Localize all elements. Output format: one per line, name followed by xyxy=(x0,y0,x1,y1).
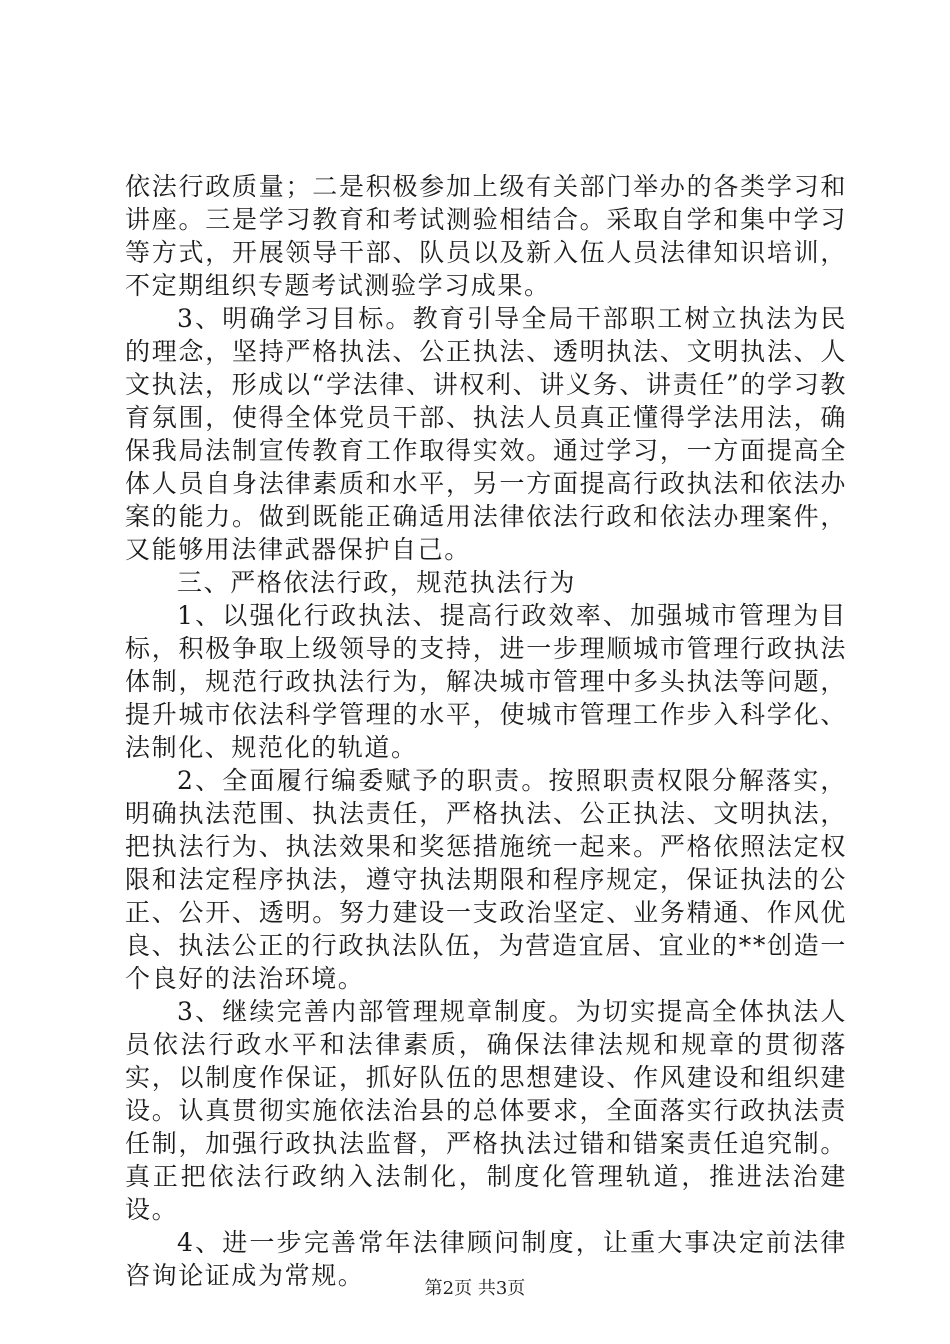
paragraph-6: 3、继续完善内部管理规章制度。为切实提高全体执法人员依法行政水平和法律素质，确保法律法规和规章的贯彻落实，以制度作保证，抓好队伍的思想建设、作风建设和组织建设。认真贯彻实施依法治县的总体要求，全面落实行政执法责任制，加强行政执法监督，严格执法过错和错案责任追究制。真正把依法行政纳入法制化，制度化管理轨道，推进法治建设。 xyxy=(125,997,847,1224)
paragraph-2: 3、明确学习目标。教育引导全局干部职工树立执法为民的理念，坚持严格执法、公正执法、透明执法、文明执法、人文执法，形成以“学法律、讲权利、讲义务、讲责任”的学习教育氛围，使得全体党员干部、执法人员真正懂得学法用法，确保我局法制宣传教育工作取得实效。通过学习，一方面提高全体人员自身法律素质和水平，另一方面提高行政执法和依法办案的能力。做到既能正确适用法律依法行政和依法办理案件，又能够用法律武器保护自己。 xyxy=(125,304,847,564)
paragraph-4: 1、以强化行政执法、提高行政效率、加强城市管理为目标，积极争取上级领导的支持，进一步理顺城市管理行政执法体制，规范行政执法行为，解决城市管理中多头执法等问题，提升城市依法科学管理的水平，使城市管理工作步入科学化、法制化、规范化的轨道。 xyxy=(125,601,847,762)
section-heading-3: 三、严格依法行政，规范执法行为 xyxy=(177,568,577,597)
paragraph-5: 2、全面履行编委赋予的职责。按照职责权限分解落实，明确执法范围、执法责任，严格执法、公正执法、文明执法，把执法行为、执法效果和奖惩措施统一起来。严格依照法定权限和法定程序执法，遵守执法期限和程序规定，保证执法的公正、公开、透明。努力建设一支政治坚定、业务精通、作风优良、执法公正的行政执法队伍，为营造宜居、宜业的**创造一个良好的法治环境。 xyxy=(125,766,847,993)
paragraph-7: 4、进一步完善常年法律顾问制度，让重大事决定前法律咨询论证成为常规。 xyxy=(125,1228,847,1290)
page-footer: 第2页 共3页 xyxy=(424,1278,526,1299)
paragraph-1: 依法行政质量；二是积极参加上级有关部门举办的各类学习和讲座。三是学习教育和考试测验相结合。采取自学和集中学习等方式，开展领导干部、队员以及新入伍人员法律知识培训，不定期组织专题考试测验学习成果。 xyxy=(125,172,847,300)
document-body xyxy=(125,170,847,1292)
